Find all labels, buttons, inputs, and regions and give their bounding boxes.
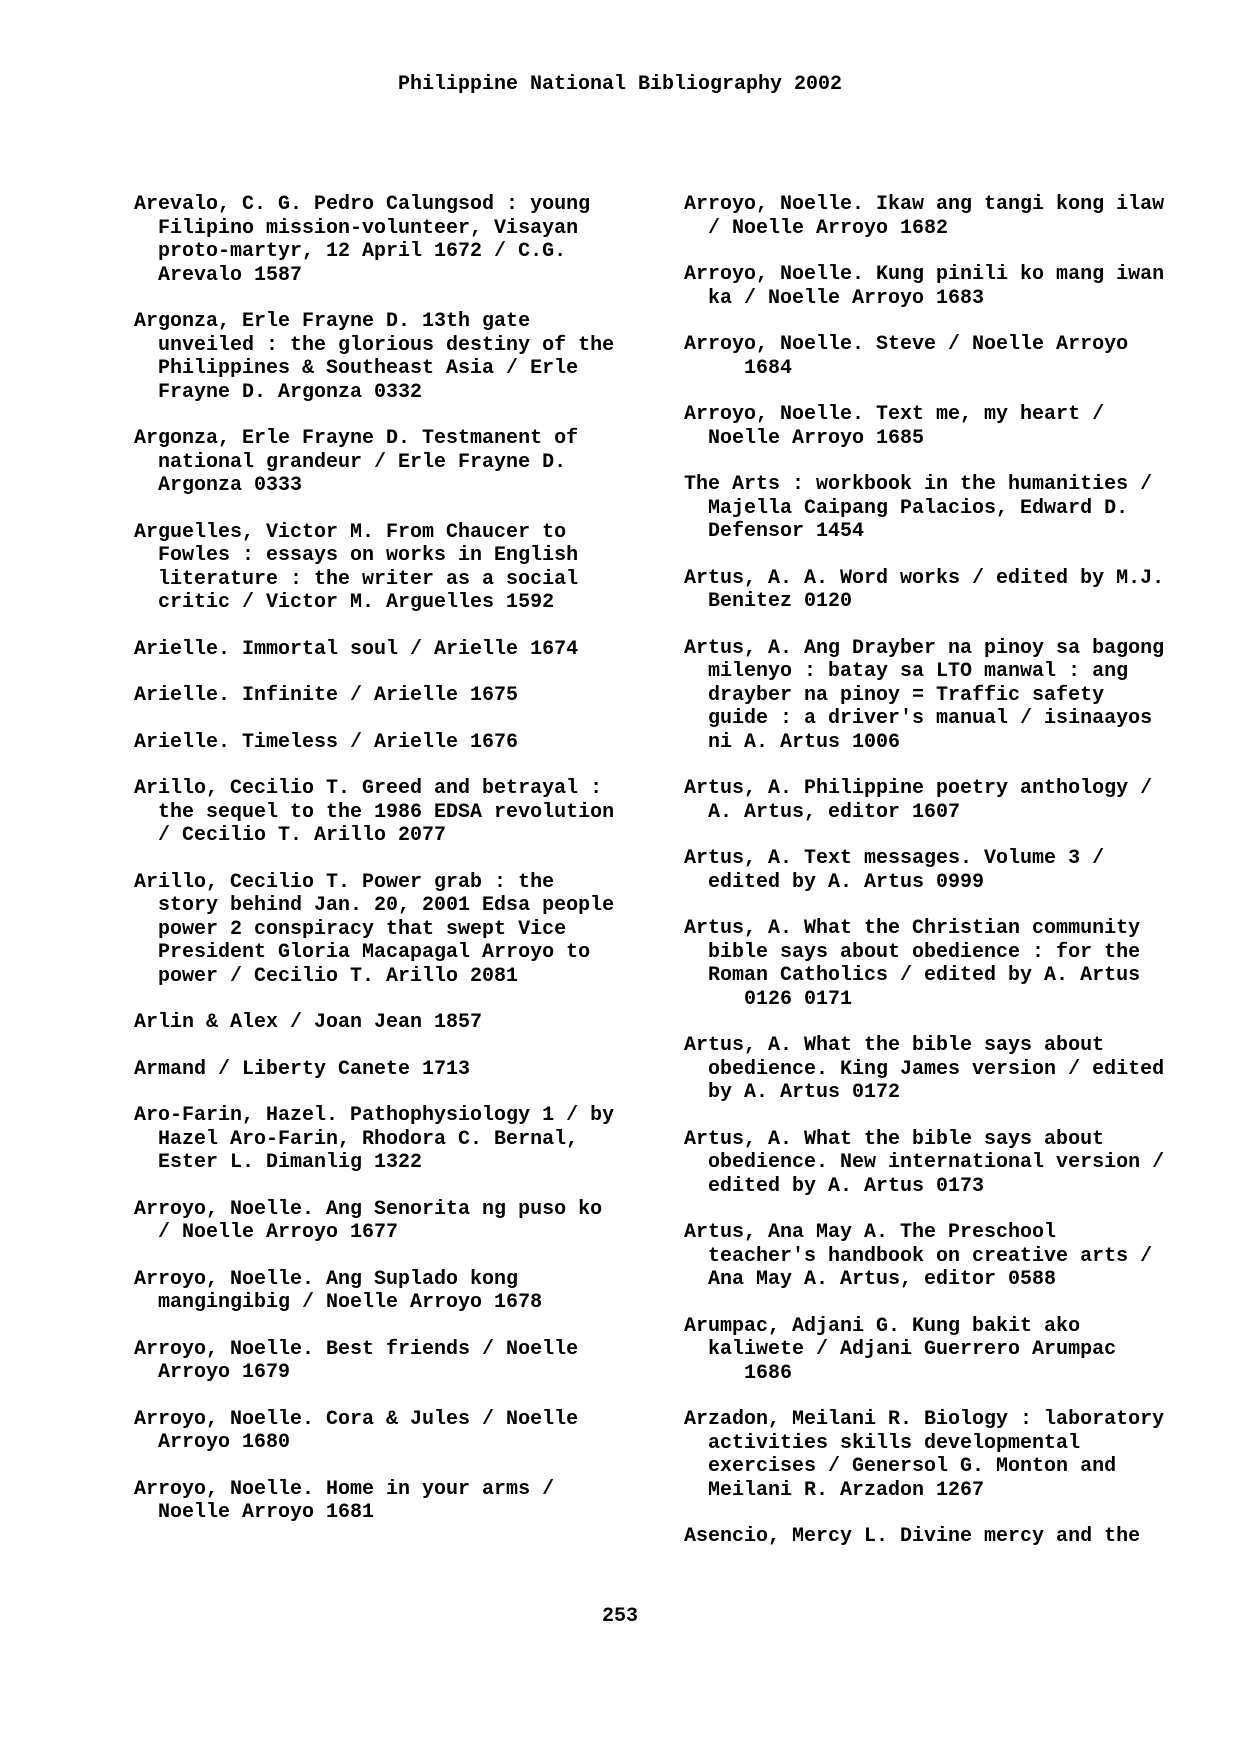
bibliography-entry: Arillo, Cecilio T. Power grab : the story behind Jan. 20, 2001 Edsa people power 2 conspiracy that swept Vice President Gloria Macapagal Arroyo to power / Cecilio T. Arillo 2081 bbox=[134, 870, 615, 988]
bibliography-entry: Artus, A. A. Word works / edited by M.J. Benitez 0120 bbox=[684, 566, 1165, 613]
bibliography-entry: Artus, A. What the bible says about obedience. King James version / edited by A. Artus 0172 bbox=[684, 1034, 1165, 1104]
bibliography-entry: Arielle. Infinite / Arielle 1675 bbox=[134, 684, 519, 707]
bibliography-entry: Arzadon, Meilani R. Biology : laboratory activities skills developmental exercises / Genersol G. Monton and Meilani R. Arzadon 1267 bbox=[684, 1408, 1165, 1502]
page-number: 253 bbox=[601, 1605, 638, 1628]
bibliography-entry: Arumpac, Adjani G. Kung bakit ako kaliwete / Adjani Guerrero Arumpac 1686 bbox=[684, 1314, 1117, 1385]
bibliography-entry: Arguelles, Victor M. From Chaucer to Fowles : essays on works in English literature : the writer as a social critic / Victor M. Arguelles 1592 bbox=[134, 520, 579, 614]
bibliography-entry: Arroyo, Noelle. Ang Suplado kong mangingibig / Noelle Arroyo 1678 bbox=[134, 1267, 543, 1314]
bibliography-entry: Arevalo, C. G. Pedro Calungsod : young Filipino mission-volunteer, Visayan proto-martyr, 12 April 1672 / C.G. Arevalo 1587 bbox=[134, 193, 591, 287]
bibliography-entry: Arillo, Cecilio T. Greed and betrayal : the sequel to the 1986 EDSA revolution / Cecilio T. Arillo 2077 bbox=[134, 777, 615, 847]
bibliography-entry: Asencio, Mercy L. Divine mercy and the bbox=[684, 1525, 1141, 1548]
bibliography-entry: Arlin & Alex / Joan Jean 1857 bbox=[134, 1011, 483, 1034]
bibliography-entry: Artus, A. Philippine poetry anthology / A. Artus, editor 1607 bbox=[684, 777, 1153, 824]
bibliography-entry: Artus, A. Ang Drayber na pinoy sa bagong milenyo : batay sa LTO manwal : ang drayber na pinoy = Traffic safety guide : a driver's manual / isinaayos ni A. Artus 1006 bbox=[684, 636, 1165, 754]
bibliography-entry: Armand / Liberty Canete 1713 bbox=[134, 1057, 471, 1081]
bibliography-entry: Arroyo, Noelle. Steve / Noelle Arroyo 1684 bbox=[684, 333, 1129, 380]
bibliography-entry: Artus, A. What the Christian community bible says about obedience : for the Roman Catholics / edited by A. Artus 0126 0171 bbox=[684, 917, 1141, 1011]
bibliography-entry: Arroyo, Noelle. Best friends / Noelle Arroyo 1679 bbox=[134, 1337, 579, 1384]
bibliography-entry: Argonza, Erle Frayne D. 13th gate unveiled : the glorious destiny of the Philippines & Southeast Asia / Erle Frayne D. Argonza 0332 bbox=[134, 310, 615, 404]
bibliography-entry: Arroyo, Noelle. Cora & Jules / Noelle Arroyo 1680 bbox=[134, 1407, 579, 1454]
bibliography-entry: Argonza, Erle Frayne D. Testmanent of national grandeur / Erle Frayne D. Argonza 0333 bbox=[134, 427, 579, 497]
bibliography-entry: Arroyo, Noelle. Text me, my heart / Noelle Arroyo 1685 bbox=[684, 403, 1105, 450]
bibliography-entry: The Arts : workbook in the humanities / Majella Caipang Palacios, Edward D. Defensor 1454 bbox=[684, 473, 1153, 543]
bibliography-entry: Artus, Ana May A. The Preschool teacher's handbook on creative arts / Ana May A. Artus, editor 0588 bbox=[684, 1221, 1153, 1291]
bibliography-entry: Arroyo, Noelle. Kung pinili ko mang iwan ka / Noelle Arroyo 1683 bbox=[684, 263, 1165, 310]
bibliography-entry: Artus, A. Text messages. Volume 3 / edited by A. Artus 0999 bbox=[684, 847, 1105, 894]
bibliography-entry: Arielle. Immortal soul / Arielle 1674 bbox=[134, 637, 579, 661]
right-column bbox=[684, 193, 1204, 1572]
bibliography-entry: Arroyo, Noelle. Ang Senorita ng puso ko / Noelle Arroyo 1677 bbox=[134, 1197, 603, 1244]
page-header: Philippine National Bibliography 2002 bbox=[397, 73, 843, 96]
bibliography-entry: Aro-Farin, Hazel. Pathophysiology 1 / by Hazel Aro-Farin, Rhodora C. Bernal, Ester L. Dimanlig 1322 bbox=[134, 1104, 615, 1174]
bibliography-entry: Arroyo, Noelle. Ikaw ang tangi kong ilaw / Noelle Arroyo 1682 bbox=[684, 193, 1165, 240]
bibliography-entry: Artus, A. What the bible says about obedience. New international version / edited by A. Artus 0173 bbox=[684, 1127, 1165, 1198]
bibliography-entry: Arroyo, Noelle. Home in your arms / Noelle Arroyo 1681 bbox=[134, 1477, 555, 1524]
left-column bbox=[134, 193, 654, 1548]
bibliography-entry: Arielle. Timeless / Arielle 1676 bbox=[134, 730, 519, 754]
